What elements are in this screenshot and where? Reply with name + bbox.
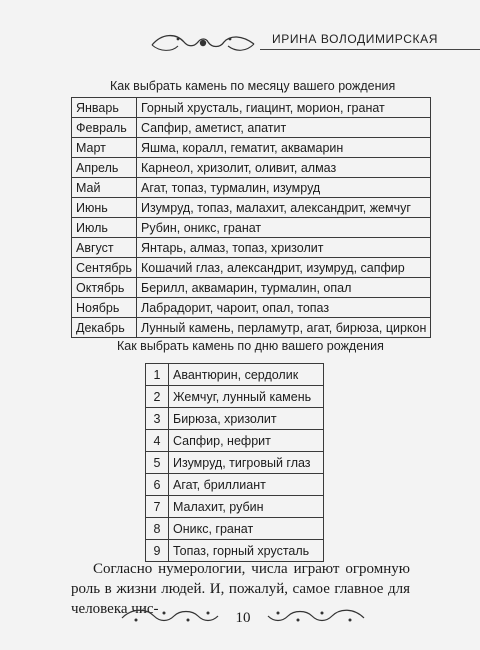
birthstone-by-month-table [71, 97, 431, 338]
header-rule [260, 49, 480, 50]
table-row [72, 218, 431, 238]
stones-cell: Сапфир, нефрит [169, 430, 324, 452]
day-number-cell: 5 [146, 452, 169, 474]
stones-cell: Янтарь, алмаз, топаз, хризолит [137, 238, 431, 258]
page-number: 10 [235, 610, 251, 626]
paragraph-text: Согласно нумерологии, числа играют огромную роль в жизни людей. И, пожалуй, самое главное для человека чис- [71, 561, 410, 617]
day-number-cell: 2 [146, 386, 169, 408]
stones-cell: Изумруд, топаз, малахит, александрит, жемчуг [137, 198, 431, 218]
month-table-caption: Как выбрать камень по месяцу вашего рождения [110, 79, 396, 93]
day-number-cell: 1 [146, 364, 169, 386]
day-number-cell: 3 [146, 408, 169, 430]
stones-cell: Изумруд, тигровый глаз [169, 452, 324, 474]
table-row [146, 496, 324, 518]
stones-cell: Лунный камень, перламутр, агат, бирюза, циркон [137, 318, 431, 338]
stones-cell: Бирюза, хризолит [169, 408, 324, 430]
table-row [146, 452, 324, 474]
stones-cell: Берилл, аквамарин, турмалин, опал [137, 278, 431, 298]
month-cell: Июнь [72, 198, 137, 218]
stones-cell: Яшма, коралл, гематит, аквамарин [137, 138, 431, 158]
month-cell: Ноябрь [72, 298, 137, 318]
stones-cell: Агат, топаз, турмалин, изумруд [137, 178, 431, 198]
table-row [72, 158, 431, 178]
stones-cell: Топаз, горный хрусталь [169, 540, 324, 562]
stones-cell: Агат, бриллиант [169, 474, 324, 496]
month-cell: Февраль [72, 118, 137, 138]
month-cell: Май [72, 178, 137, 198]
table-row [72, 198, 431, 218]
day-table-caption: Как выбрать камень по дню вашего рождения [117, 339, 384, 353]
table-row [146, 386, 324, 408]
month-cell: Сентябрь [72, 258, 137, 278]
stones-cell: Сапфир, аметист, апатит [137, 118, 431, 138]
month-cell: Декабрь [72, 318, 137, 338]
month-cell: Октябрь [72, 278, 137, 298]
page-footer [118, 606, 368, 630]
table-row [146, 364, 324, 386]
day-number-cell: 4 [146, 430, 169, 452]
table-row [146, 408, 324, 430]
running-header [148, 30, 448, 56]
table-row [146, 474, 324, 496]
stones-cell: Авантюрин, сердолик [169, 364, 324, 386]
flourish-ornament-icon [148, 30, 258, 56]
day-number-cell: 9 [146, 540, 169, 562]
table-row [146, 518, 324, 540]
stones-cell: Жемчуг, лунный камень [169, 386, 324, 408]
day-number-cell: 8 [146, 518, 169, 540]
author-name: ИРИНА ВОЛОДИМИРСКАЯ [272, 32, 438, 46]
month-cell: Июль [72, 218, 137, 238]
birthstone-by-day-table [145, 363, 324, 562]
table-row [72, 258, 431, 278]
stones-cell: Горный хрусталь, гиацинт, морион, гранат [137, 98, 431, 118]
flourish-ornament-icon [264, 606, 368, 628]
table-row [146, 430, 324, 452]
stones-cell: Лабрадорит, чароит, опал, топаз [137, 298, 431, 318]
stones-cell: Малахит, рубин [169, 496, 324, 518]
month-cell: Январь [72, 98, 137, 118]
table-row [72, 98, 431, 118]
stones-cell: Кошачий глаз, александрит, изумруд, сапфир [137, 258, 431, 278]
table-row [72, 318, 431, 338]
table-row [72, 178, 431, 198]
stones-cell: Оникс, гранат [169, 518, 324, 540]
table-row [72, 138, 431, 158]
table-row [72, 118, 431, 138]
table-row [72, 298, 431, 318]
day-number-cell: 7 [146, 496, 169, 518]
day-number-cell: 6 [146, 474, 169, 496]
month-cell: Апрель [72, 158, 137, 178]
month-cell: Март [72, 138, 137, 158]
month-cell: Август [72, 238, 137, 258]
flourish-ornament-icon [118, 606, 222, 628]
table-row [72, 238, 431, 258]
stones-cell: Карнеол, хризолит, оливит, алмаз [137, 158, 431, 178]
table-row [72, 278, 431, 298]
stones-cell: Рубин, оникс, гранат [137, 218, 431, 238]
